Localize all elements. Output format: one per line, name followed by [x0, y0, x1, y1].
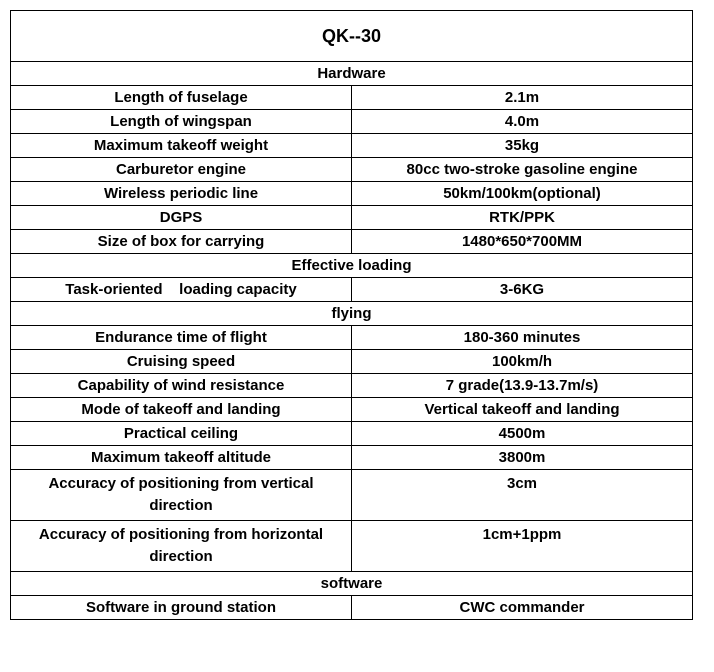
spec-value: 50km/100km(optional): [352, 182, 693, 206]
table-row: [11, 158, 693, 182]
table-row: [11, 596, 693, 620]
spec-label: Size of box for carrying: [11, 230, 352, 254]
spec-label: Accuracy of positioning from vertical direction: [11, 470, 352, 521]
spec-value: 4.0m: [352, 110, 693, 134]
spec-label: Capability of wind resistance: [11, 374, 352, 398]
table-title: QK--30: [11, 11, 693, 62]
spec-value: RTK/PPK: [352, 206, 693, 230]
spec-value: 1cm+1ppm: [352, 521, 693, 572]
spec-label: Maximum takeoff altitude: [11, 446, 352, 470]
spec-label: Length of wingspan: [11, 110, 352, 134]
section-flying: flying: [11, 302, 693, 326]
section-effective-loading: Effective loading: [11, 254, 693, 278]
table-row: [11, 422, 693, 446]
table-row: [11, 470, 693, 521]
table-row: [11, 206, 693, 230]
spec-value: 1480*650*700MM: [352, 230, 693, 254]
table-row: [11, 182, 693, 206]
spec-value: 35kg: [352, 134, 693, 158]
spec-label: Wireless periodic line: [11, 182, 352, 206]
spec-label: Carburetor engine: [11, 158, 352, 182]
table-row: [11, 326, 693, 350]
spec-value: 80cc two-stroke gasoline engine: [352, 158, 693, 182]
spec-label: Cruising speed: [11, 350, 352, 374]
table-row: [11, 134, 693, 158]
section-software: software: [11, 572, 693, 596]
spec-label: Length of fuselage: [11, 86, 352, 110]
table-row: [11, 86, 693, 110]
spec-value: Vertical takeoff and landing: [352, 398, 693, 422]
spec-value: 3cm: [352, 470, 693, 521]
spec-value: 100km/h: [352, 350, 693, 374]
spec-value: 180-360 minutes: [352, 326, 693, 350]
spec-label: Mode of takeoff and landing: [11, 398, 352, 422]
table-row: [11, 521, 693, 572]
table-row: [11, 398, 693, 422]
spec-label: Software in ground station: [11, 596, 352, 620]
table-row: [11, 278, 693, 302]
table-row: [11, 350, 693, 374]
spec-value: CWC commander: [352, 596, 693, 620]
table-row: [11, 446, 693, 470]
table-row: [11, 110, 693, 134]
section-hardware: Hardware: [11, 62, 693, 86]
spec-table: [10, 10, 693, 620]
spec-value: 2.1m: [352, 86, 693, 110]
spec-value: 3800m: [352, 446, 693, 470]
spec-label: DGPS: [11, 206, 352, 230]
table-row: [11, 374, 693, 398]
spec-label: Endurance time of flight: [11, 326, 352, 350]
spec-label: Accuracy of positioning from horizontal direction: [11, 521, 352, 572]
spec-value: 7 grade(13.9-13.7m/s): [352, 374, 693, 398]
spec-value: 3-6KG: [352, 278, 693, 302]
spec-label: Task-oriented loading capacity: [11, 278, 352, 302]
spec-value: 4500m: [352, 422, 693, 446]
table-row: [11, 230, 693, 254]
spec-label: Practical ceiling: [11, 422, 352, 446]
spec-label: Maximum takeoff weight: [11, 134, 352, 158]
